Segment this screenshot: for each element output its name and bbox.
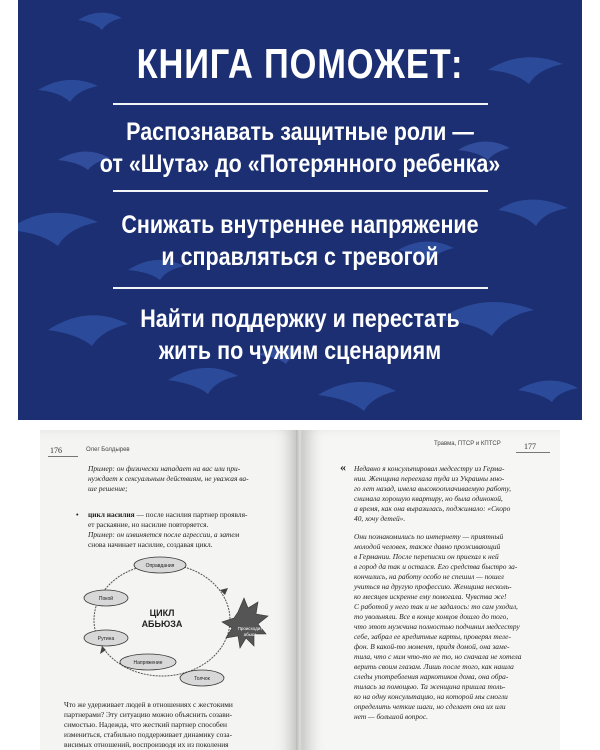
text-line: Пример: он извиняется после агрессии, а затем xyxy=(88,530,240,539)
text-line: ет раскаяние, но насилие повторяется. xyxy=(88,520,209,529)
benefit-2-line-2: и справляться с тревогой xyxy=(161,243,439,271)
text-line: следы употребления наркотиков дома, она обра- xyxy=(354,672,509,681)
quote-paragraph xyxy=(354,464,554,722)
promo-banner xyxy=(18,0,582,420)
cycle-title-2: АБЬЮЗА xyxy=(141,619,183,629)
benefit-1-line-1: Распознавать защитные роли — xyxy=(126,118,474,146)
text-line: 40, хочу детей». xyxy=(354,514,406,523)
benefit-1-line-2: от «Шута» до «Потерянного ребенка» xyxy=(99,150,501,178)
page-number: 176 xyxy=(50,446,62,455)
bullet-dot: • xyxy=(76,510,79,519)
text-line: измениться, стабильно поддерживает динамику соза- xyxy=(64,730,233,739)
benefit-2-line-1: Снижать внутреннее напряжение xyxy=(121,211,479,239)
text-line: молодой человек, также давно проживающий xyxy=(354,542,501,551)
stage-label: Напряжение xyxy=(133,660,163,666)
quote-mark xyxy=(340,462,346,474)
text-line: тила, что с ним что-то не то, но сначала не хотела xyxy=(354,652,522,661)
text-line: Что же удерживает людей в отношениях с жестокими xyxy=(64,700,233,709)
stage-label: Рутина xyxy=(97,636,115,642)
quote-glyph: « xyxy=(340,460,346,474)
text-line: определить четкие шаги, но сделает она их или xyxy=(354,702,506,711)
stage-label: Толчок xyxy=(194,676,210,682)
text-line: в Германии. После переписки он приехал к ней xyxy=(354,552,499,561)
text-line: нии. Женщина переехала туда из Украины мно- xyxy=(354,474,505,483)
divider-line xyxy=(113,190,488,192)
text-line: то увольняли. Все в конце концов дошло до того, xyxy=(354,612,509,621)
text-line: висимых отношений, воспроизводя их из поколения xyxy=(64,740,229,749)
text-line: Недавно я консультировал медсестру из Герма- xyxy=(354,464,505,473)
text-line: фон. В какой-то момент, придя домой, она заме- xyxy=(354,642,510,651)
text-line: го лет назад, имела высокооплачиваемую работу, xyxy=(354,484,511,493)
text-line: снимала хорошую квартиру, но была одинокой, xyxy=(354,494,503,503)
open-book-photo xyxy=(0,420,600,750)
text-line: что этот мужчина полностью подчинил медсестру xyxy=(354,622,520,631)
text-fragment: — после насилия партнер проявля- xyxy=(134,510,248,519)
banner-heading: КНИГА ПОМОЖЕТ: xyxy=(136,40,464,87)
text-line: кончились, на работу особо не спешил — пошел xyxy=(354,572,504,581)
benefit-1 xyxy=(57,116,542,180)
page-number-rule xyxy=(516,452,550,453)
benefit-3-line-1: Найти поддержку и перестать xyxy=(140,305,460,333)
bullet-paragraph xyxy=(88,510,293,550)
text-line: а время, как она выразилась, поджимало: «Скоро xyxy=(354,504,511,513)
cycle-graphic xyxy=(70,550,270,690)
text-line: тилась за помощью. Та женщина пришла толь- xyxy=(354,682,506,691)
text-line: в город да так и остался. Его средства быстро за- xyxy=(354,562,518,571)
text-line: С работой у него так и не задалось: то сам уходил, xyxy=(354,602,518,611)
text-line xyxy=(88,510,293,520)
text-line: учиться на другую профессию. Женщина несколь- xyxy=(354,582,512,591)
example-paragraph xyxy=(88,464,293,494)
bottom-paragraph xyxy=(64,700,292,750)
stage-label: Покой xyxy=(98,596,114,602)
running-head: Травма, ПТСР и КПТСР xyxy=(434,441,501,447)
benefit-2 xyxy=(57,209,542,273)
left-page xyxy=(40,430,298,750)
page-number: 177 xyxy=(524,442,536,451)
text-line: симостью. Надежда, что жесткий партнер способен xyxy=(64,720,227,729)
cycle-title-1: ЦИКЛ xyxy=(149,608,175,618)
text-line: себе, забрал ее кредитные карты, проверял теле- xyxy=(354,632,511,641)
text-line: ко на одну консультацию, на которой мы смогли xyxy=(354,692,508,701)
text-line: снова начинает насилие, создавая цикл. xyxy=(88,540,213,549)
text-line: верить своим глазам. Лишь после того, как нашла xyxy=(354,662,514,671)
stage-label: Оправдания xyxy=(145,563,175,569)
running-head: Олег Болдырев xyxy=(86,447,130,453)
text-line: нет — большой вопрос. xyxy=(354,712,429,721)
benefit-3-line-2: жить по чужим сценариям xyxy=(158,337,442,365)
benefit-3 xyxy=(57,303,542,367)
text-line: ко месяцев искренне ему помогала. Чувства же! xyxy=(354,592,507,601)
page-number-rule xyxy=(48,456,78,457)
burst-label-1: Происходит xyxy=(237,626,263,631)
text-line: ше решение; xyxy=(88,484,128,493)
text-line: Они познакомились по интернету — приятный xyxy=(354,532,504,541)
text-line: Пример: он физически нападает на вас или при- xyxy=(88,464,241,473)
text-line: партнерами? Эту ситуацию можно объяснить созави- xyxy=(64,710,233,719)
bullet-term: цикл насилия xyxy=(88,510,135,519)
divider-line xyxy=(113,287,488,289)
right-page xyxy=(302,430,560,750)
spacer xyxy=(354,524,554,532)
text-line: нуждает к сексуальным действиям, не уважая ва- xyxy=(88,474,249,483)
divider-line xyxy=(113,103,488,105)
burst-label-2: абьюз xyxy=(243,632,257,637)
